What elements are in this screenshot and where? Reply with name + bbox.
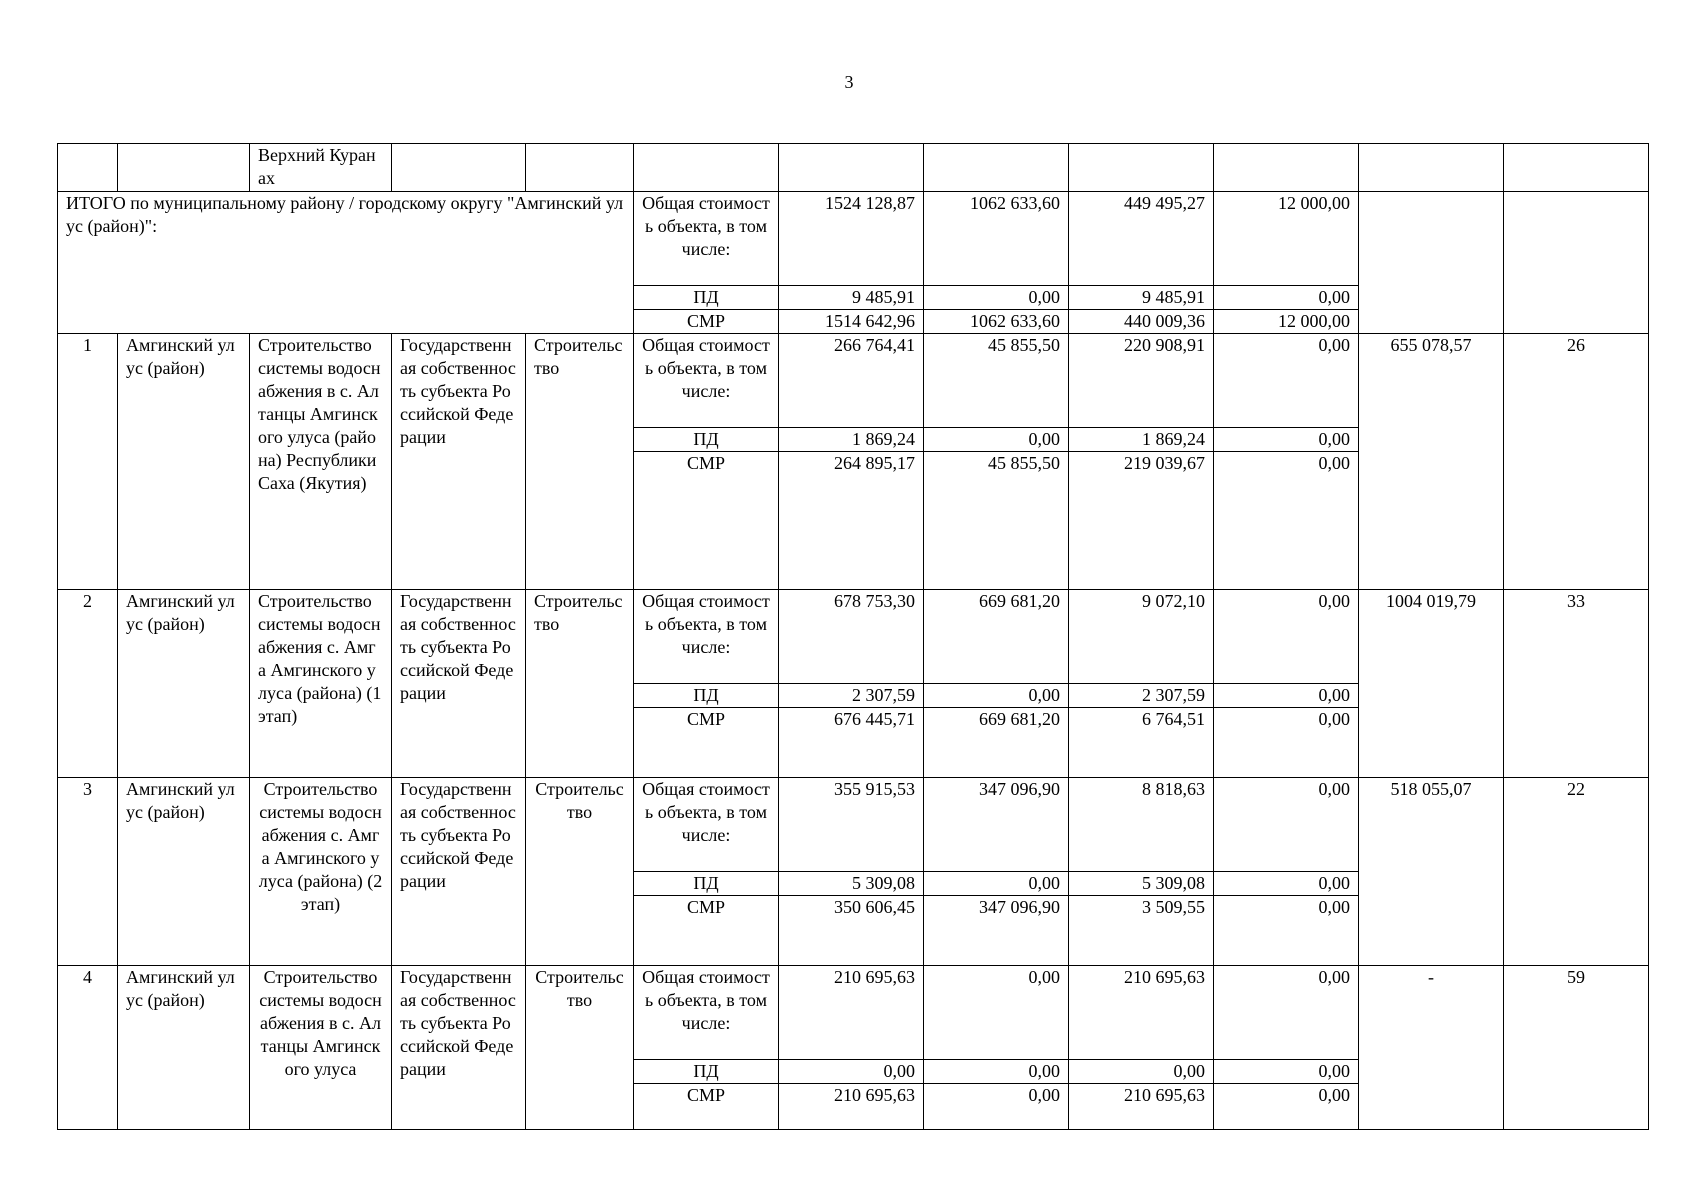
- value-cell: 0,00: [1214, 428, 1359, 452]
- total-label: ИТОГО по муниципальному району / городскому округу "Амгинский улус (район)":: [58, 192, 634, 334]
- value-cell: 0,00: [1214, 334, 1359, 428]
- work-type: Строительство: [526, 966, 634, 1130]
- ownership: Государственная собственность субъекта Российской Федерации: [392, 778, 526, 966]
- work-type: Строительство: [526, 778, 634, 966]
- value-cell: 0,00: [1214, 872, 1359, 896]
- cell-empty: [526, 144, 634, 192]
- object-name: Строительство системы водоснабжения с. Амга Амгинского улуса (района) (1 этап): [250, 590, 392, 778]
- value-cell: 33: [1504, 590, 1649, 778]
- total-cost-label: Общая стоимость объекта, в том числе:: [634, 334, 779, 428]
- smr-label: СМР: [634, 452, 779, 590]
- smr-label: СМР: [634, 310, 779, 334]
- municipality: Амгинский улус (район): [118, 778, 250, 966]
- value-cell: 0,00: [924, 684, 1069, 708]
- pd-label: ПД: [634, 872, 779, 896]
- value-cell: 5 309,08: [779, 872, 924, 896]
- value-cell: 5 309,08: [1069, 872, 1214, 896]
- value-cell: 0,00: [1214, 684, 1359, 708]
- value-cell: 1514 642,96: [779, 310, 924, 334]
- value-cell: 45 855,50: [924, 334, 1069, 428]
- row-number: 2: [58, 590, 118, 778]
- table-row: [58, 778, 1649, 872]
- value-cell: 655 078,57: [1359, 334, 1504, 590]
- cell-empty: [1504, 192, 1649, 334]
- value-cell: 219 039,67: [1069, 452, 1214, 590]
- smr-label: СМР: [634, 896, 779, 966]
- cell-empty: [1359, 144, 1504, 192]
- value-cell: 0,00: [1214, 966, 1359, 1060]
- value-cell: 210 695,63: [1069, 966, 1214, 1060]
- pd-label: ПД: [634, 286, 779, 310]
- value-cell: 355 915,53: [779, 778, 924, 872]
- cell-empty: [634, 144, 779, 192]
- value-cell: 2 307,59: [1069, 684, 1214, 708]
- municipality: Амгинский улус (район): [118, 334, 250, 590]
- value-cell: 0,00: [924, 428, 1069, 452]
- value-cell: -: [1359, 966, 1504, 1130]
- value-cell: 1 869,24: [779, 428, 924, 452]
- value-cell: 0,00: [924, 286, 1069, 310]
- value-cell: 669 681,20: [924, 590, 1069, 684]
- value-cell: 0,00: [1214, 590, 1359, 684]
- value-cell: 350 606,45: [779, 896, 924, 966]
- value-cell: 1062 633,60: [924, 310, 1069, 334]
- cell-empty: [1359, 192, 1504, 334]
- value-cell: 3 509,55: [1069, 896, 1214, 966]
- value-cell: 0,00: [924, 966, 1069, 1060]
- value-cell: 266 764,41: [779, 334, 924, 428]
- value-cell: 347 096,90: [924, 778, 1069, 872]
- value-cell: 6 764,51: [1069, 708, 1214, 778]
- value-cell: 220 908,91: [1069, 334, 1214, 428]
- value-cell: 2 307,59: [779, 684, 924, 708]
- value-cell: 210 695,63: [779, 1084, 924, 1130]
- value-cell: 0,00: [1214, 708, 1359, 778]
- value-cell: 518 055,07: [1359, 778, 1504, 966]
- ownership: Государственная собственность субъекта Российской Федерации: [392, 966, 526, 1130]
- value-cell: 1524 128,87: [779, 192, 924, 286]
- value-cell: 210 695,63: [1069, 1084, 1214, 1130]
- value-cell: 440 009,36: [1069, 310, 1214, 334]
- continuation-row: [58, 144, 1649, 192]
- value-cell: 0,00: [924, 872, 1069, 896]
- value-cell: 0,00: [1214, 896, 1359, 966]
- value-cell: 1004 019,79: [1359, 590, 1504, 778]
- page-number: 3: [844, 72, 854, 92]
- row-number: 3: [58, 778, 118, 966]
- value-cell: 0,00: [1214, 452, 1359, 590]
- smr-label: СМР: [634, 1084, 779, 1130]
- value-cell: 45 855,50: [924, 452, 1069, 590]
- value-cell: 0,00: [1214, 286, 1359, 310]
- table-row: [58, 334, 1649, 428]
- value-cell: 676 445,71: [779, 708, 924, 778]
- value-cell: 9 485,91: [1069, 286, 1214, 310]
- value-cell: 8 818,63: [1069, 778, 1214, 872]
- cell-empty: [118, 144, 250, 192]
- ownership: Государственная собственность субъекта Российской Федерации: [392, 590, 526, 778]
- object-name: Верхний Куранах: [250, 144, 392, 192]
- cell-empty: [58, 144, 118, 192]
- value-cell: 0,00: [1214, 778, 1359, 872]
- cell-empty: [392, 144, 526, 192]
- total-row: [58, 192, 1649, 286]
- object-name: Строительство системы водоснабжения с. Амга Амгинского улуса (района) (2 этап): [250, 778, 392, 966]
- table-row: [58, 966, 1649, 1060]
- value-cell: 678 753,30: [779, 590, 924, 684]
- work-type: Строительство: [526, 590, 634, 778]
- value-cell: 9 072,10: [1069, 590, 1214, 684]
- row-number: 4: [58, 966, 118, 1130]
- value-cell: 59: [1504, 966, 1649, 1130]
- object-name: Строительство системы водоснабжения в с. Алтанцы Амгинского улуса (района) Республики Саха (Якутия): [250, 334, 392, 590]
- value-cell: 12 000,00: [1214, 310, 1359, 334]
- value-cell: 0,00: [1214, 1084, 1359, 1130]
- value-cell: 0,00: [779, 1060, 924, 1084]
- total-cost-label: Общая стоимость объекта, в том числе:: [634, 192, 779, 286]
- work-type: Строительство: [526, 334, 634, 590]
- municipality: Амгинский улус (район): [118, 590, 250, 778]
- object-name: Строительство системы водоснабжения в с. Алтанцы Амгинского улуса: [250, 966, 392, 1130]
- value-cell: 9 485,91: [779, 286, 924, 310]
- cell-empty: [1214, 144, 1359, 192]
- total-cost-label: Общая стоимость объекта, в том числе:: [634, 966, 779, 1060]
- pd-label: ПД: [634, 428, 779, 452]
- value-cell: 264 895,17: [779, 452, 924, 590]
- ownership: Государственная собственность субъекта Российской Федерации: [392, 334, 526, 590]
- investment-table: [57, 143, 1649, 1130]
- municipality: Амгинский улус (район): [118, 966, 250, 1130]
- value-cell: 22: [1504, 778, 1649, 966]
- cell-empty: [1069, 144, 1214, 192]
- value-cell: 0,00: [1214, 1060, 1359, 1084]
- value-cell: 210 695,63: [779, 966, 924, 1060]
- smr-label: СМР: [634, 708, 779, 778]
- cell-empty: [924, 144, 1069, 192]
- value-cell: 0,00: [924, 1060, 1069, 1084]
- value-cell: 1062 633,60: [924, 192, 1069, 286]
- value-cell: 12 000,00: [1214, 192, 1359, 286]
- cell-empty: [1504, 144, 1649, 192]
- total-cost-label: Общая стоимость объекта, в том числе:: [634, 778, 779, 872]
- value-cell: 0,00: [924, 1084, 1069, 1130]
- value-cell: 0,00: [1069, 1060, 1214, 1084]
- total-cost-label: Общая стоимость объекта, в том числе:: [634, 590, 779, 684]
- value-cell: 669 681,20: [924, 708, 1069, 778]
- value-cell: 26: [1504, 334, 1649, 590]
- value-cell: 1 869,24: [1069, 428, 1214, 452]
- table-row: [58, 590, 1649, 684]
- pd-label: ПД: [634, 684, 779, 708]
- pd-label: ПД: [634, 1060, 779, 1084]
- cell-empty: [779, 144, 924, 192]
- value-cell: 347 096,90: [924, 896, 1069, 966]
- value-cell: 449 495,27: [1069, 192, 1214, 286]
- row-number: 1: [58, 334, 118, 590]
